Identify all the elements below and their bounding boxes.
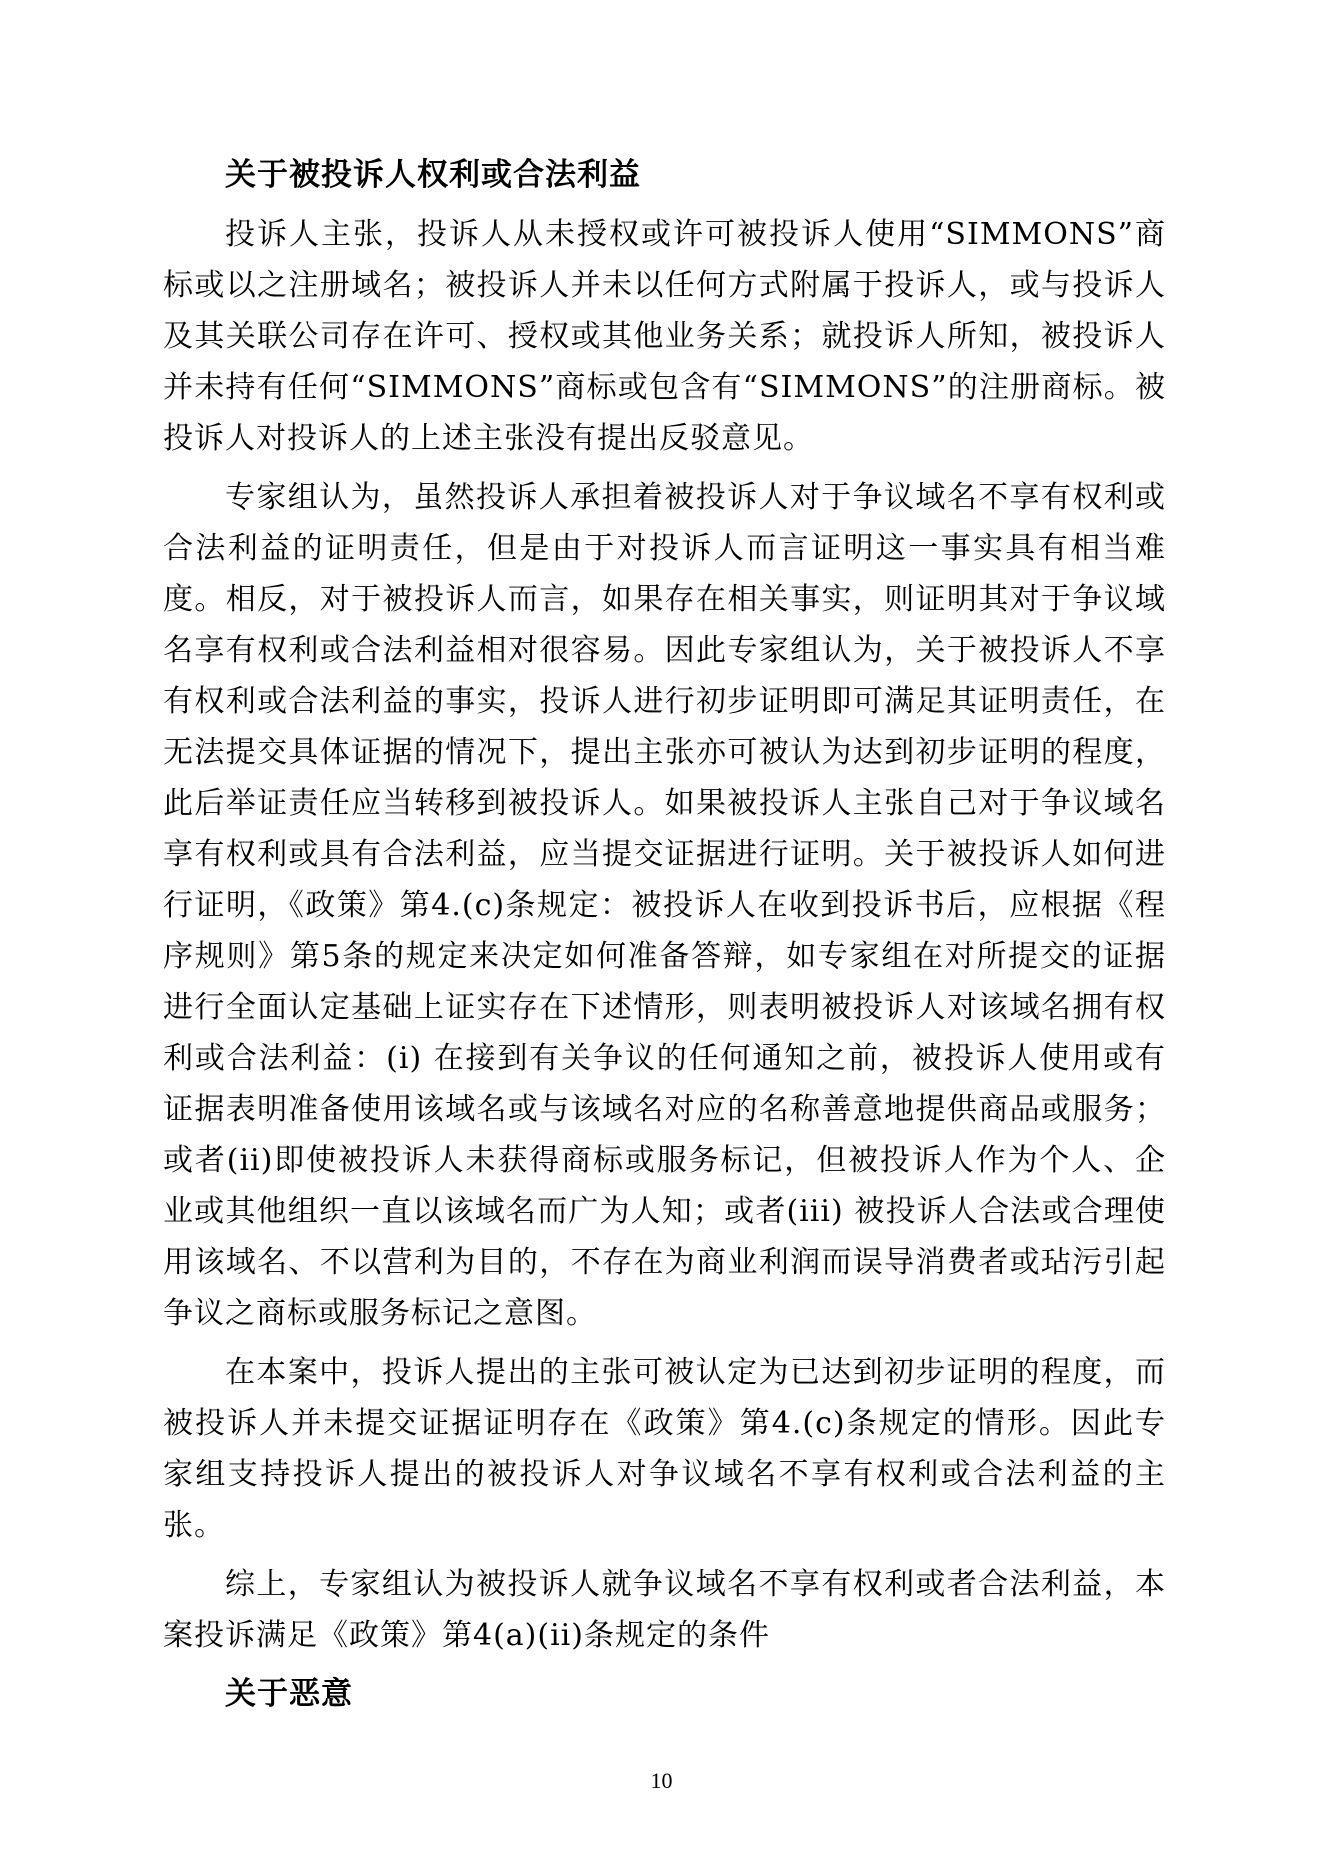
section-heading-bad-faith: 关于恶意 [225, 1676, 353, 1712]
paragraph-case-finding: 在本案中，投诉人提出的主张可被认定为已达到初步证明的程度，而被投诉人并未提交证据证明存在《政策》第4.(c)条规定的情形。因此专家组支持投诉人提出的被投诉人对争议域名不享有权利或合法利益的主张。 [163, 1355, 1166, 1543]
paragraph-complainant-claim: 投诉人主张，投诉人从未授权或许可被投诉人使用“SIMMONS”商标或以之注册域名；被投诉人并未以任何方式附属于投诉人，或与投诉人及其关联公司存在许可、授权或其他业务关系；就投诉人所知，被投诉人并未持有任何“SIMMONS”商标或包含有“SIMMONS”的注册商标。被投诉人对投诉人的上述主张没有提出反驳意见。 [163, 217, 1166, 456]
paragraph-panel-reasoning: 专家组认为，虽然投诉人承担着被投诉人对于争议域名不享有权利或合法利益的证明责任，但是由于对投诉人而言证明这一事实具有相当难度。相反，对于被投诉人而言，如果存在相关事实，则证明其对于争议域名享有权利或合法利益相对很容易。因此专家组认为，关于被投诉人不享有权利或合法利益的事实，投诉人进行初步证明即可满足其证明责任，在无法提交具体证据的情况下，提出主张亦可被认为达到初步证明的程度，此后举证责任应当转移到被投诉人。如果被投诉人主张自己对于争议域名享有权利或具有合法利益，应当提交证据进行证明。关于被投诉人如何进行证明，《政策》第4.(c)条规定：被投诉人在收到投诉书后，应根据《程序规则》第5条的规定来决定如何准备答辩，如专家组在对所提交的证据进行全面认定基础上证实存在下述情形，则表明被投诉人对该域名拥有权利或合法利益：(i) 在接到有关争议的任何通知之前，被投诉人使用或有证据表明准备使用该域名或与该域名对应的名称善意地提供商品或服务；或者(ii)即使被投诉人未获得商标或服务标记，但被投诉人作为个人、企业或其他组织一直以该域名而广为人知；或者(iii) 被投诉人合法或合理使用该域名、不以营利为目的，不存在为商业利润而误导消费者或玷污引起争议之商标或服务标记之意图。 [163, 480, 1166, 1331]
paragraph-conclusion: 综上，专家组认为被投诉人就争议域名不享有权利或者合法利益，本案投诉满足《政策》第4(a)(ii)条规定的条件 [163, 1567, 1166, 1653]
section-heading-rights: 关于被投诉人权利或合法利益 [225, 157, 641, 193]
page-number: 10 [650, 1768, 673, 1793]
document-body [163, 150, 1166, 1728]
